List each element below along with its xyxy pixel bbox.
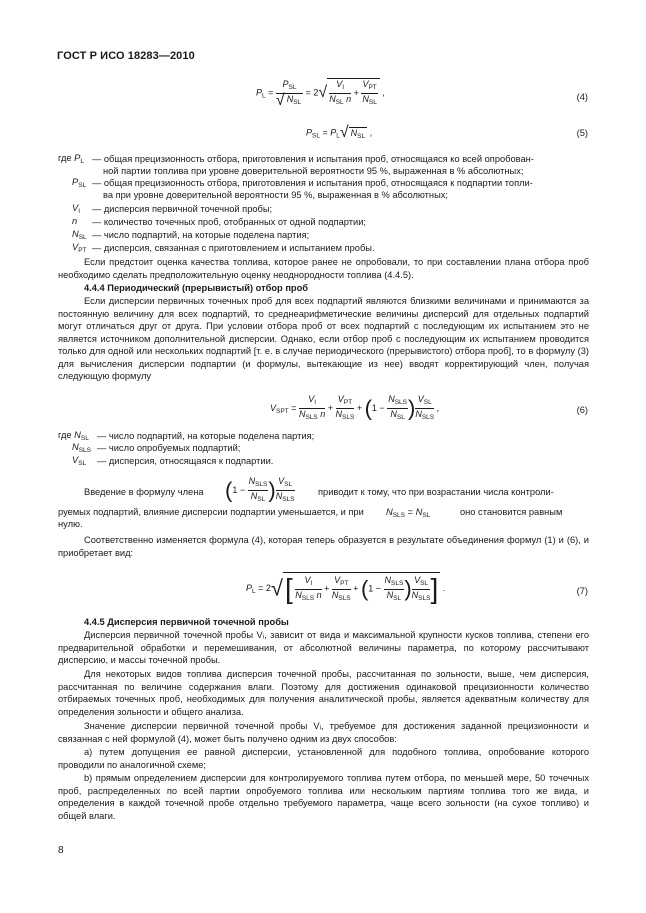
def-symbol-n: n bbox=[72, 216, 78, 226]
page-number: 8 bbox=[58, 845, 64, 856]
def-psl-line2: ва при уровне доверительной вероятности 95 %, выраженная в % абсолютных; bbox=[103, 190, 448, 200]
section-4-4-4-paragraph: Если дисперсии первичных точечных проб для всех подпартий являются близкими величинами и принимаются за постоянную величину для всех подпартий, то среднеарифметические величины дисперсий для отдельных подпартий могут отличаться друг от друга. При условии отбора проб от всех подпартий с последующим их испытанием это не является источником дополнительной дисперсии. Однако, если отбор проб с последующим их испытанием проводится только для одной или нескольких подпартий [т. е. в случае периодического (прерывистого) отбора проб], то в формулу (3) для вычисления дисперсии подпартии (и формулы, вытекающие из нее) вводят корректирующий член, получая следующую формулу bbox=[58, 296, 589, 381]
def-symbol-nsl: $N_{SL}$ bbox=[72, 229, 87, 241]
equation-5-number: (5) bbox=[576, 128, 588, 138]
equation-6: $V_{SPT}$ = $\frac{V_I}{N_{SLS} n}$ + $\frac{V_{PT}}{N_{SLS}}$ + (1 − $\frac{N_{SLS}}{N_{SL}}$ ) $\frac{V_{SL}}{N_{SLS}}$ , bbox=[270, 394, 440, 421]
intro-term-text: Введение в формулу члена bbox=[84, 487, 204, 497]
def2-symbol-vsl: $V_{SL}$ bbox=[72, 455, 87, 467]
para-formula-change: Соответственно изменяется формула (4), которая теперь образуется в результате объединения формул (1) и (6), и приобретает вид: bbox=[58, 535, 589, 558]
para-prior-assessment: Если предстоит оценка качества топлива, которое ранее не опробовали, то при составлении плана отбора проб необходимо сделать предположительную оценку неоднородности топлива (4.4.5). bbox=[58, 257, 589, 280]
equation-5: $P_{SL} = P_L√$ $N_{SL}$ , bbox=[306, 124, 373, 141]
equation-7: $P_L = 2√$[ $\frac{V_I}{N_{SLS} n}$ + $\frac{V_{PT}}{N_{SLS}}$ + (1 − $\frac{N_{SLS}}{N_{SL}}$ ) $\frac{V_{SL}}{N_{SLS}}$ ] . bbox=[246, 573, 446, 604]
page-header: ГОСТ Р ИСО 18283—2010 bbox=[57, 50, 195, 62]
def-symbol-pl: где $P_L$ bbox=[58, 153, 84, 165]
equation-4-number: (4) bbox=[576, 92, 588, 102]
def-pl-line2: ной партии топлива при уровне доверительной вероятности 95 %, выраженная в % абсолютных; bbox=[103, 166, 524, 176]
intro-term-formula-inline: $N_{SLS} = N_{SL}$ bbox=[386, 507, 431, 519]
section-4-4-5-para1: Дисперсия первичной точечной пробы Vᵢ, зависит от вида и максимальной крупности кусков топлива, степени его предварительной обработки и перемешивания, от абсолютной величины параметра, по которому рассчитывают дисперсию, и массы точечной пробы. bbox=[58, 630, 589, 665]
def-psl-line1: — общая прецизионность отбора, приготовления и испытания проб, относящаяся к подпартии топли- bbox=[92, 178, 533, 188]
def-pl-line1: — общая прецизионность отбора, приготовления и испытания проб, относящаяся ко всей опробован- bbox=[92, 154, 534, 164]
intro-term-after: приводит к тому, что при возрастании числа контроли- bbox=[318, 487, 554, 497]
section-4-4-5-para3: Значение дисперсии первичной точечной пробы Vᵢ, требуемое для достижения заданной прецизионности и связанная с ней формулой (4), может быть получено одним из двух способов: bbox=[58, 721, 589, 744]
intro-term-line2: руемых подпартий, влияние дисперсии подпартии уменьшается, и при bbox=[58, 507, 364, 517]
equation-6-number: (6) bbox=[576, 405, 588, 415]
def-nsl: — число подпартий, на которые поделена партия; bbox=[92, 230, 310, 240]
def-symbol-psl: $P_{SL}$ bbox=[72, 177, 87, 189]
def-symbol-vpt: $V_{PT}$ bbox=[72, 242, 87, 254]
section-4-4-5-heading: 4.4.5 Дисперсия первичной точечной пробы bbox=[84, 617, 289, 627]
equation-4: $P_L$ = $\frac{P_{SL}}{√ N_{SL}}$ = 2√ $\frac{V_I}{N_{SL} n}$ + $\frac{V_{PT}}{N_{SL}}$ , bbox=[256, 78, 385, 109]
section-4-4-5-para2: Для некоторых видов топлива дисперсия точечной пробы, рассчитанная по зольности, выше, чем дисперсия, рассчитанная по величине содержания влаги. Поэтому для достижения одинаковой прецизионности количество отбираемых точечных проб, необходимых для получения аналитической пробы, является адекватным количеству для определения зольности и общего анализа. bbox=[58, 669, 589, 717]
intro-term-line2-after: оно становится равным bbox=[460, 507, 563, 517]
def2-symbol-nsl: где $N_{SL}$ bbox=[58, 430, 89, 442]
section-4-4-5-item-a: а) путем допущения ее равной дисперсии, установленной для подобного топлива, опробование которого проводили по аналогичной схеме; bbox=[58, 747, 589, 770]
equation-7-number: (7) bbox=[576, 586, 588, 596]
def2-vsl: — дисперсия, относящаяся к подпартии. bbox=[97, 456, 274, 466]
def-n: — количество точечных проб, отобранных от одной подпартии; bbox=[92, 217, 366, 227]
section-4-4-4-heading: 4.4.4 Периодический (прерывистый) отбор проб bbox=[84, 283, 309, 293]
section-4-4-5-item-b: b) прямым определением дисперсии для контролируемого топлива путем отбора, по меньшей мере, 50 точечных проб, распределенных по всей партии опробуемого топлива или нескольким партиям топлива того же вида, и определения в каждой точечной пробе отдельно требуемого параметра, чаще всего зольности (на сухое топливо) и общей влаги. bbox=[58, 773, 589, 821]
def2-nsls: — число опробуемых подпартий; bbox=[97, 443, 241, 453]
def-vpt: — дисперсия, связанная с приготовлением и испытанием пробы. bbox=[92, 243, 375, 253]
def2-nsl: — число подпартий, на которые поделена партия; bbox=[97, 431, 315, 441]
intro-term-line3: нулю. bbox=[58, 519, 83, 529]
intro-term-expression: (1 − $\frac{N_{SLS}}{N_{SL}}$ ) $\frac{V_{SL}}{N_{SLS}}$ bbox=[225, 476, 295, 503]
def2-symbol-nsls: $N_{SLS}$ bbox=[72, 442, 92, 454]
def-symbol-vi: $V_I$ bbox=[72, 203, 81, 215]
def-vi: — дисперсия первичной точечной пробы; bbox=[92, 204, 273, 214]
